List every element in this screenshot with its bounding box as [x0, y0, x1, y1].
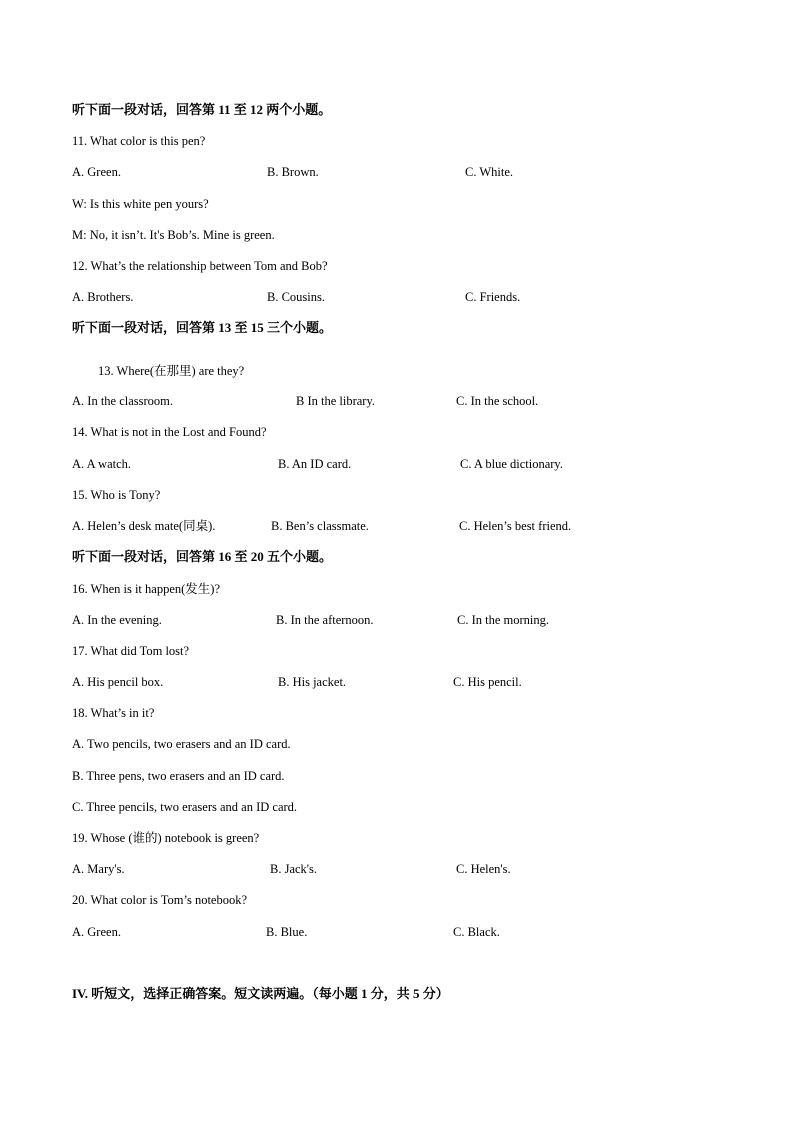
- option-a[interactable]: A. Green.: [72, 165, 121, 179]
- question-12: 12. What’s the relationship between Tom and Bob?: [72, 259, 328, 273]
- option-a[interactable]: A. Brothers.: [72, 290, 134, 304]
- option-b[interactable]: B. Blue.: [266, 925, 308, 939]
- question-16: 16. When is it happen(发生)?: [72, 582, 220, 596]
- question-17: 17. What did Tom lost?: [72, 644, 190, 658]
- option-a[interactable]: A. Two pencils, two erasers and an ID card.: [72, 737, 291, 751]
- option-c[interactable]: C. In the school.: [456, 394, 539, 408]
- question-11: 11. What color is this pen?: [72, 134, 206, 148]
- option-c[interactable]: C. Helen’s best friend.: [459, 519, 572, 533]
- part-4-heading: IV. 听短文，选择正确答案。短文读两遍。（每小题 1 分，共 5 分）: [72, 986, 449, 1001]
- option-b[interactable]: B. His jacket.: [278, 675, 347, 689]
- dialogue-line-m: M: No, it isn’t. It's Bob’s. Mine is green.: [72, 228, 275, 242]
- option-c[interactable]: C. Black.: [453, 925, 500, 939]
- dialogue-line-w: W: Is this white pen yours?: [72, 197, 209, 211]
- option-c[interactable]: C. A blue dictionary.: [460, 457, 563, 471]
- option-c[interactable]: C. Friends.: [465, 290, 521, 304]
- option-a[interactable]: A. A watch.: [72, 457, 132, 471]
- section-heading: 听下面一段对话，回答第 11 至 12 两个小题。: [72, 102, 332, 117]
- option-b[interactable]: B. An ID card.: [278, 457, 352, 471]
- option-b[interactable]: B. In the afternoon.: [276, 613, 374, 627]
- section-heading: 听下面一段对话，回答第 13 至 15 三个小题。: [72, 320, 333, 335]
- option-a[interactable]: A. His pencil box.: [72, 675, 164, 689]
- option-c[interactable]: C. Helen's.: [456, 862, 511, 876]
- option-b[interactable]: B. Cousins.: [267, 290, 326, 304]
- option-a[interactable]: A. Green.: [72, 925, 121, 939]
- option-c[interactable]: C. In the morning.: [457, 613, 550, 627]
- option-c[interactable]: C. Three pencils, two erasers and an ID card.: [72, 800, 298, 814]
- option-b[interactable]: B. Brown.: [267, 165, 319, 179]
- option-a[interactable]: A. In the evening.: [72, 613, 162, 627]
- question-18: 18. What’s in it?: [72, 706, 155, 720]
- question-19: 19. Whose (谁的) notebook is green?: [72, 831, 260, 845]
- question-20: 20. What color is Tom’s notebook?: [72, 893, 248, 907]
- question-15: 15. Who is Tony?: [72, 488, 161, 502]
- option-b[interactable]: B. Jack's.: [270, 862, 318, 876]
- option-a[interactable]: A. In the classroom.: [72, 394, 174, 408]
- option-c[interactable]: C. White.: [465, 165, 514, 179]
- question-14: 14. What is not in the Lost and Found?: [72, 425, 267, 439]
- section-heading: 听下面一段对话，回答第 16 至 20 五个小题。: [72, 549, 333, 564]
- option-c[interactable]: C. His pencil.: [453, 675, 522, 689]
- option-b[interactable]: B. Ben’s classmate.: [271, 519, 369, 533]
- question-13: 13. Where(在那里) are they?: [98, 364, 245, 378]
- option-a[interactable]: A. Helen’s desk mate(同桌).: [72, 519, 216, 533]
- option-a[interactable]: A. Mary's.: [72, 862, 125, 876]
- option-b[interactable]: B. Three pens, two erasers and an ID card.: [72, 769, 285, 783]
- option-b[interactable]: B In the library.: [296, 394, 376, 408]
